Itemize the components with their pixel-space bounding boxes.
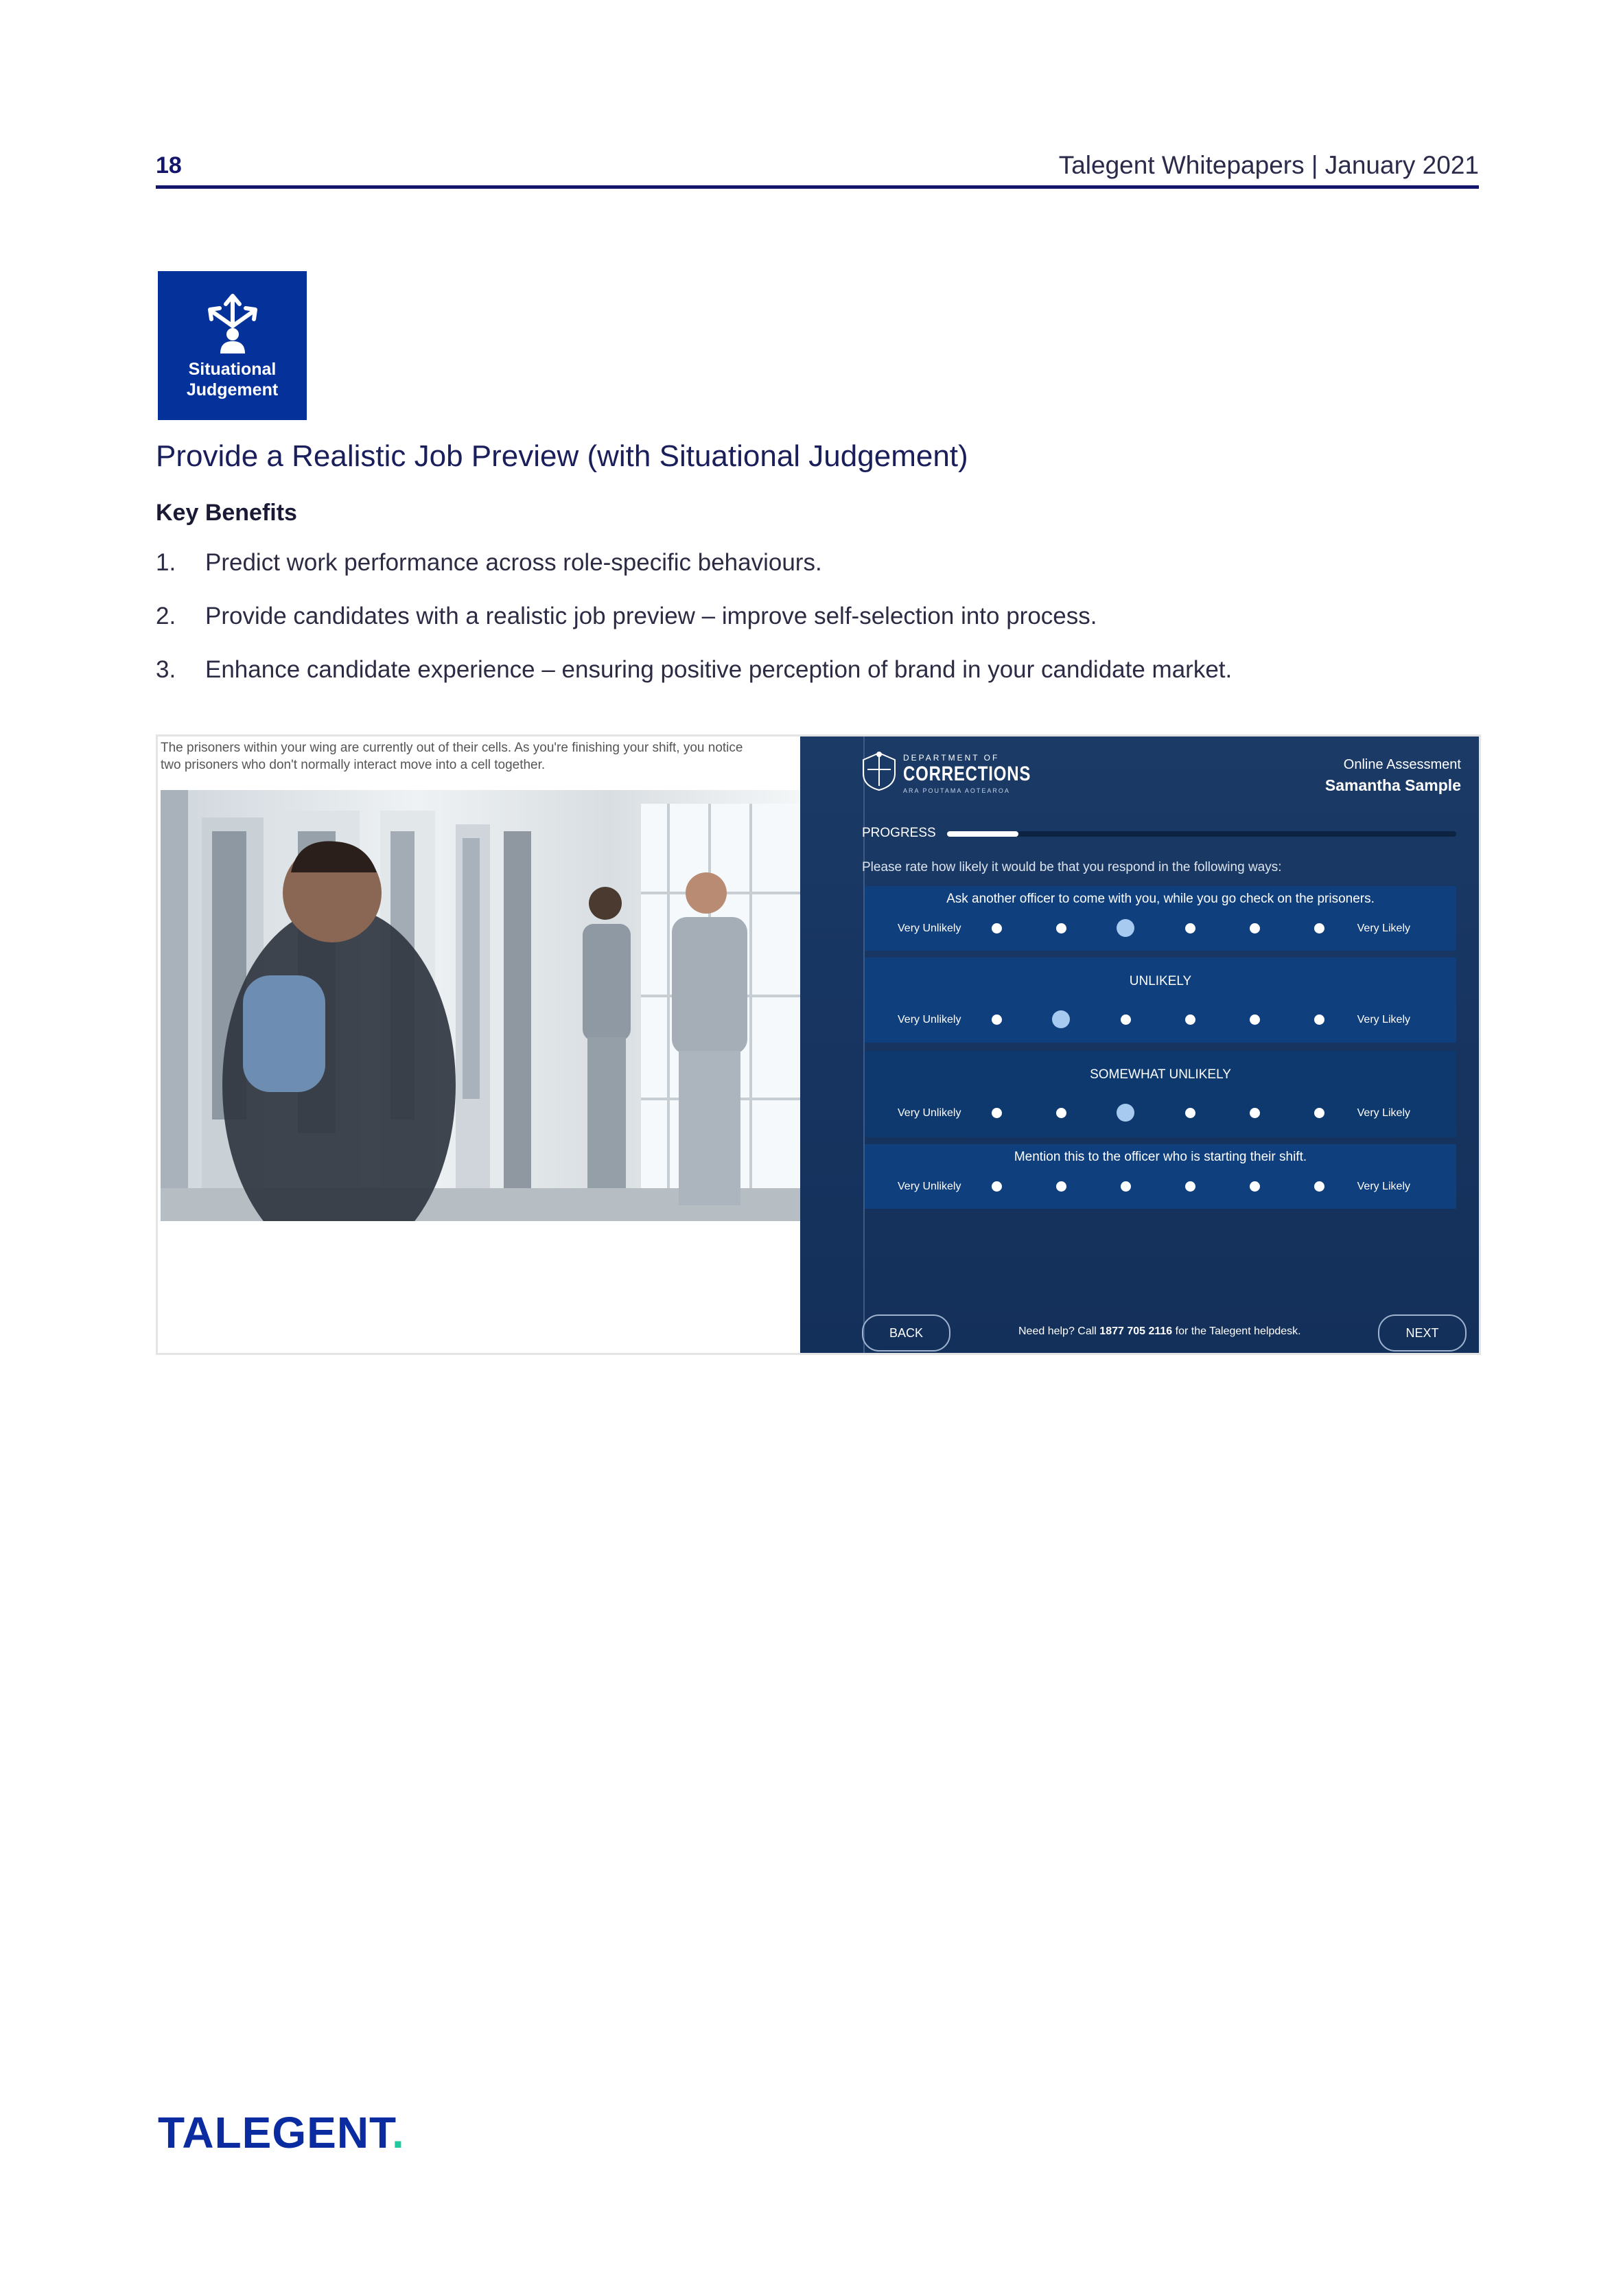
next-button[interactable]: NEXT (1378, 1314, 1467, 1352)
scenario-text (161, 739, 792, 774)
badge-line-2: Judgement (186, 380, 279, 399)
help-prefix: Need help? Call (1018, 1325, 1100, 1337)
rating-option[interactable] (1314, 1181, 1324, 1192)
rating-option[interactable] (1250, 923, 1260, 934)
question-card (865, 958, 1456, 1043)
scale-high-label: Very Likely (1357, 1181, 1410, 1192)
rating-option[interactable] (1185, 923, 1195, 934)
scale-low-label: Very Unlikely (898, 1181, 961, 1192)
rating-option[interactable] (1314, 1108, 1324, 1118)
scale-low-label: Very Unlikely (898, 1107, 961, 1119)
benefit-item (156, 656, 1232, 684)
rating-option[interactable] (1056, 1181, 1066, 1192)
rating-option[interactable] (1185, 1014, 1195, 1025)
question-text: Mention this to the officer who is starting their shift. (1014, 1150, 1307, 1164)
key-benefits-heading: Key Benefits (156, 500, 297, 526)
question-text: UNLIKELY (1129, 974, 1192, 988)
badge-label (158, 359, 307, 400)
rating-option[interactable] (1314, 923, 1324, 934)
instruction-text: Please rate how likely it would be that you respond in the following ways: (862, 860, 1282, 874)
rating-option-selected[interactable] (1117, 1104, 1134, 1122)
rating-option[interactable] (1121, 1181, 1131, 1192)
scenario-line-1: The prisoners within your wing are currently out of their cells. As you're finishing your shift, you notice (161, 741, 743, 755)
benefit-item (156, 549, 822, 577)
section-title: Provide a Realistic Job Preview (with Situational Judgement) (156, 439, 968, 473)
rating-option[interactable] (992, 1014, 1002, 1025)
logo-corrections-text: CORRECTIONS (903, 763, 1031, 785)
talegent-logo-dot: . (392, 2108, 405, 2157)
assessment-panel (800, 737, 1479, 1353)
rating-option[interactable] (1250, 1014, 1260, 1025)
talegent-logo-text: TALEGENT (158, 2108, 393, 2157)
rating-option[interactable] (1185, 1181, 1195, 1192)
rating-option[interactable] (1121, 1014, 1131, 1025)
candidate-name: Samantha Sample (1324, 776, 1461, 794)
corrections-crest-icon (859, 750, 899, 793)
rating-option-selected[interactable] (1117, 919, 1134, 937)
rating-option[interactable] (992, 1181, 1002, 1192)
benefit-number: 1. (156, 549, 176, 576)
scale-low-label: Very Unlikely (898, 923, 961, 934)
scale-high-label: Very Likely (1357, 1107, 1410, 1119)
benefit-text: Provide candidates with a realistic job preview – improve self-selection into process. (205, 603, 1097, 629)
rating-option-selected[interactable] (1052, 1010, 1070, 1028)
progress-bar-fill (947, 831, 1018, 837)
question-text: SOMEWHAT UNLIKELY (1090, 1067, 1231, 1082)
scale-low-label: Very Unlikely (898, 1014, 961, 1025)
benefit-item (156, 603, 1097, 630)
benefit-number: 2. (156, 603, 176, 629)
progress-bar (947, 831, 1456, 837)
rating-option[interactable] (992, 1108, 1002, 1118)
header-rule (156, 185, 1479, 189)
rating-option[interactable] (1314, 1014, 1324, 1025)
back-button[interactable]: BACK (862, 1314, 950, 1352)
talegent-logo (158, 2107, 405, 2158)
benefit-text: Enhance candidate experience – ensuring positive perception of brand in your candidate market. (205, 656, 1233, 683)
assessment-screenshot (156, 734, 1481, 1355)
help-text (1018, 1325, 1301, 1338)
rating-option[interactable] (1250, 1181, 1260, 1192)
rating-option[interactable] (1250, 1108, 1260, 1118)
rating-option[interactable] (992, 923, 1002, 934)
document-title: Talegent Whitepapers | January 2021 (1058, 151, 1479, 179)
benefit-number: 3. (156, 656, 176, 683)
scale-high-label: Very Likely (1357, 1014, 1410, 1025)
rating-option[interactable] (1056, 1108, 1066, 1118)
scenario-line-2: two prisoners who don't normally interact move into a cell together. (161, 758, 546, 772)
scale-high-label: Very Likely (1357, 923, 1410, 934)
prison-scene-image (161, 790, 800, 1221)
rating-option[interactable] (1185, 1108, 1195, 1118)
question-text: Ask another officer to come with you, while you go check on the prisoners. (946, 892, 1375, 906)
branching-arrows-person-icon (203, 292, 262, 355)
benefit-text: Predict work performance across role-specific behaviours. (205, 549, 822, 576)
help-suffix: for the Talegent helpdesk. (1172, 1325, 1301, 1337)
question-card (865, 1144, 1456, 1209)
badge-line-1: Situational (188, 360, 277, 379)
rating-option[interactable] (1056, 923, 1066, 934)
online-assessment-label: Online Assessment (1343, 757, 1461, 772)
question-card (865, 1051, 1456, 1137)
progress-label: PROGRESS (862, 826, 936, 840)
logo-department-text: DEPARTMENT OF (903, 753, 1000, 763)
logo-subtitle-text: ARA POUTAMA AOTEAROA (903, 787, 1010, 794)
page-number: 18 (156, 152, 182, 178)
question-card (865, 886, 1456, 951)
situational-judgement-badge (158, 271, 307, 420)
help-phone: 1877 705 2116 (1099, 1325, 1173, 1337)
